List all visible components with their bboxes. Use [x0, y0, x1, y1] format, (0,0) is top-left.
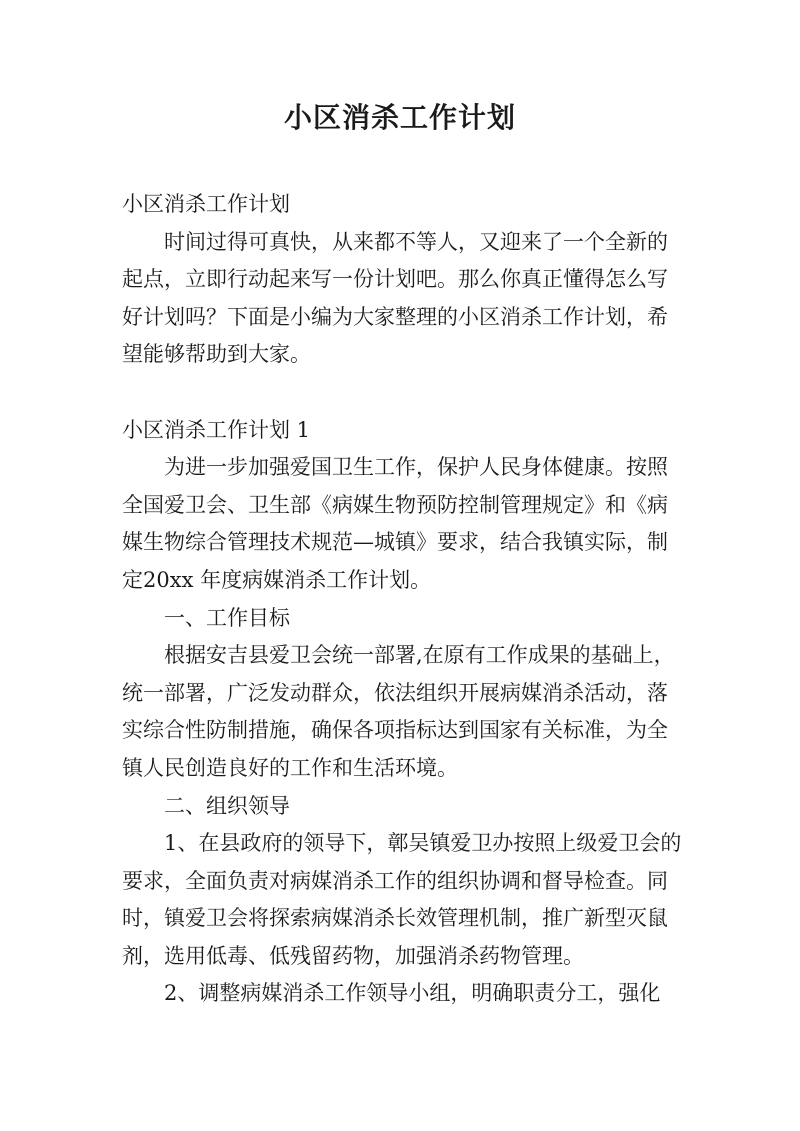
section-heading: 小区消杀工作计划 1 — [122, 417, 311, 442]
part-heading-goals: 一、工作目标 — [164, 605, 290, 630]
section-intro-paragraph: 为进一步加强爱国卫生工作，保护人民身体健康。按照全国爱卫会、卫生部《病媒生物预防控制管理规定》和《病媒生物综合管理技术规范—城镇》要求，结合我镇实际，制定20xx 年度病媒消杀工作计划。 — [122, 455, 668, 592]
intro-paragraph: 时间过得可真快，从来都不等人，又迎来了一个全新的起点，立即行动起来写一份计划吧。那么你真正懂得怎么写好计划吗？下面是小编为大家整理的小区消杀工作计划，希望能够帮助到大家。 — [122, 229, 668, 367]
paragraph-spacer — [122, 374, 687, 412]
part-heading-organization: 二、组织领导 — [164, 793, 290, 818]
organization-item-2: 2、调整病媒消杀工作领导小组，明确职责分工，强化 — [164, 981, 661, 1006]
organization-item-1: 1、在县政府的领导下，鄣吴镇爱卫办按照上级爱卫会的要求，全面负责对病媒消杀工作的组织协调和督导检查。同时，镇爱卫会将探索病媒消杀长效管理机制，推广新型灭鼠剂，选用低毒、低残留药物，加强消杀药物管理。 — [122, 831, 682, 968]
document-subtitle: 小区消杀工作计划 — [122, 192, 290, 216]
goals-paragraph: 根据安吉县爱卫会统一部署,在原有工作成果的基础上，统一部署，广泛发动群众，依法组织开展病媒消杀活动，落实综合性防制措施，确保各项指标达到国家有关标准，为全镇人民创造良好的工作和生活环境。 — [122, 643, 675, 780]
document-body — [122, 186, 687, 1013]
document-title: 小区消杀工作计划 — [283, 101, 516, 134]
